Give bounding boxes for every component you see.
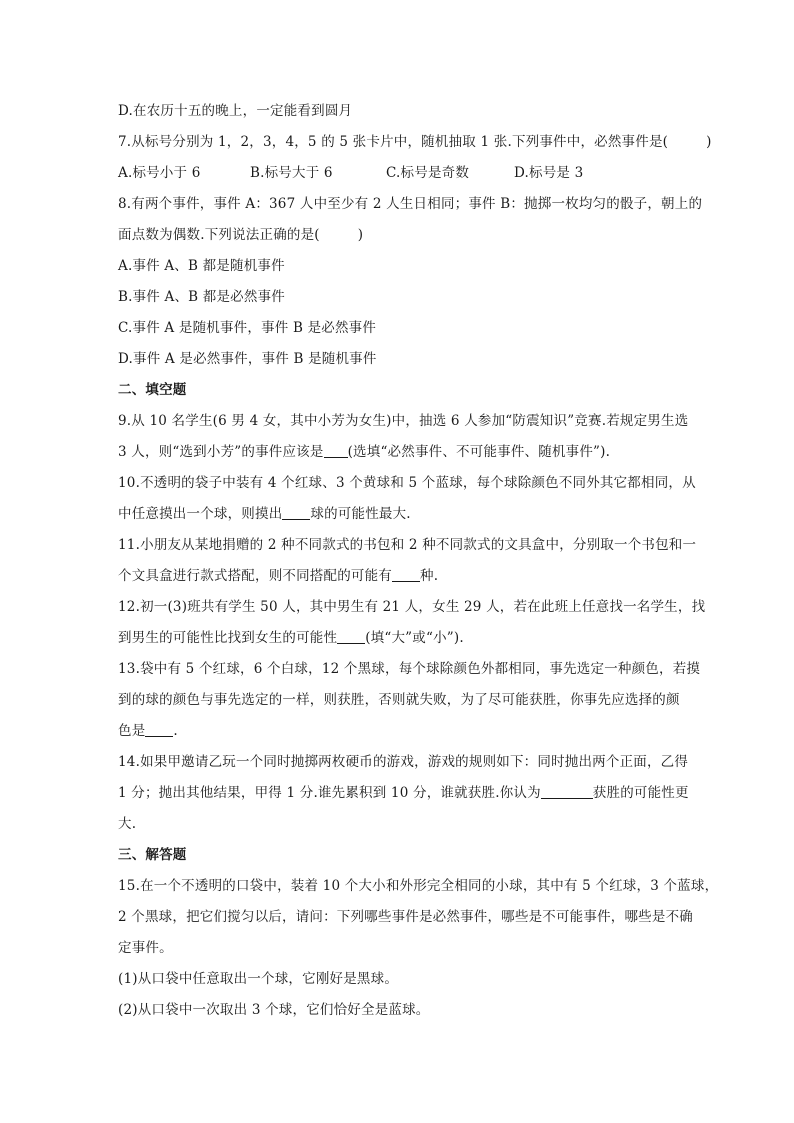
- q14-text-a: 1 分；抛出其他结果，甲得 1 分.谁先累积到 10 分，谁就获胜.你认为: [118, 785, 541, 801]
- worksheet-page: [118, 96, 719, 1026]
- q11-line1: 11.小朋友从某地捐赠的 2 种不同款式的书包和 2 种不同款式的文具盒中，分别取一个书包和一: [118, 537, 697, 553]
- q13-line2: 到的球的颜色与事先选定的一样，则获胜，否则就失败，为了尽可能获胜，你事先应选择的颜: [118, 692, 680, 708]
- q15-subquestion-1: (1)从口袋中任意取出一个球，它刚好是黑球。: [118, 971, 399, 987]
- q9-line1: 9.从 10 名学生(6 男 4 女，其中小芳为女生)中，抽选 6 人参加“防震知识”竞赛.若规定男生选: [118, 413, 689, 429]
- q10-text-b: 球的可能性最大.: [310, 506, 411, 522]
- q7-option-b: B.标号大于 6: [250, 165, 333, 181]
- q14-line1: 14.如果甲邀请乙玩一个同时抛掷两枚硬币的游戏，游戏的规则如下：同时抛出两个正面，乙得: [118, 754, 689, 770]
- q7-option-c: C.标号是奇数: [386, 165, 470, 181]
- q13-line3: [118, 716, 698, 747]
- q8-option-a: A.事件 A、B 都是随机事件: [118, 258, 285, 274]
- q12-text-a: 到男生的可能性比找到女生的可能性: [118, 630, 338, 646]
- q8-option-b: B.事件 A、B 都是必然事件: [118, 289, 285, 305]
- answer-blank: [392, 567, 420, 582]
- q14-line2: [118, 778, 698, 809]
- q13-text-a: 色是: [118, 723, 146, 739]
- q7-stem: [118, 127, 712, 158]
- q8-option-d: D.事件 A 是必然事件，事件 B 是随机事件: [118, 351, 377, 367]
- q8-stem-text: 面点数为偶数.下列说法正确的是(: [118, 227, 320, 243]
- q8-stem-close: ): [357, 227, 364, 243]
- answer-blank: [282, 505, 310, 520]
- q8-stem-line1: 8.有两个事件，事件 A：367 人中至少有 2 人生日相同；事件 B：抛掷一枚均匀的骰子，朝上的: [118, 196, 703, 212]
- q15-line1: 15.在一个不透明的口袋中，装着 10 个大小和外形完全相同的小球，其中有 5 个红球，3 个蓝球，: [118, 878, 719, 894]
- q13-line1: 13.袋中有 5 个红球，6 个白球，12 个黑球，每个球除颜色外都相同，事先选定一种颜色，若摸: [118, 661, 701, 677]
- q11-text-b: 种.: [420, 568, 439, 584]
- q7-stem-close: ): [706, 134, 712, 150]
- q9-line2: [118, 437, 698, 468]
- q9-text-b: (选填“必然事件、不可能事件、随机事件”).: [347, 444, 611, 460]
- answer-blank: [337, 629, 365, 644]
- q8-stem-line2: [118, 220, 698, 251]
- q7-stem-text: 7.从标号分别为 1，2，3，4，5 的 5 张卡片中，随机抽取 1 张.下列事件中，必然事件是(: [118, 134, 669, 150]
- q12-line1: 12.初一(3)班共有学生 50 人，其中男生有 21 人，女生 29 人，若在此班上任意找一名学生，找: [118, 599, 706, 615]
- q14-text-b: 获胜的可能性更: [592, 785, 689, 801]
- q7-option-a: A.标号小于 6: [118, 165, 201, 181]
- q15-line3: 定事件。: [118, 940, 173, 956]
- q12-text-b: (填“大”或“小”).: [365, 630, 464, 646]
- q13-text-b: .: [173, 723, 178, 739]
- q15-subquestion-2: (2)从口袋中一次取出 3 个球，它们恰好全是蓝球。: [118, 1002, 430, 1018]
- q10-line1: 10.不透明的袋子中装有 4 个红球、3 个黄球和 5 个蓝球，每个球除颜色不同外其它都相同，从: [118, 475, 696, 491]
- q12-line2: [118, 623, 698, 654]
- q11-text-a: 个文具盒进行款式搭配，则不同搭配的可能有: [118, 568, 392, 584]
- q15-line2: 2 个黑球，把它们搅匀以后，请问：下列哪些事件是必然事件，哪些是不可能事件，哪些是不确: [118, 909, 693, 925]
- q6-option-d: D.在农历十五的晚上，一定能看到圆月: [118, 103, 353, 119]
- answer-blank: [541, 784, 593, 799]
- q11-line2: [118, 561, 698, 592]
- q10-line2: [118, 499, 698, 530]
- q14-line3: 大.: [118, 816, 137, 832]
- q7-option-d: D.标号是 3: [514, 165, 584, 181]
- q9-text-a: 3 人，则“选到小芳”的事件应该是: [118, 444, 324, 460]
- q10-text-a: 中任意摸出一个球，则摸出: [118, 506, 283, 522]
- answer-blank: [145, 722, 173, 737]
- section-heading-solutions: 三、解答题: [118, 847, 187, 863]
- q7-options: [118, 158, 698, 189]
- answer-blank: [324, 443, 348, 458]
- q8-option-c: C.事件 A 是随机事件，事件 B 是必然事件: [118, 320, 377, 336]
- section-heading-fill-in: 二、填空题: [118, 382, 187, 398]
